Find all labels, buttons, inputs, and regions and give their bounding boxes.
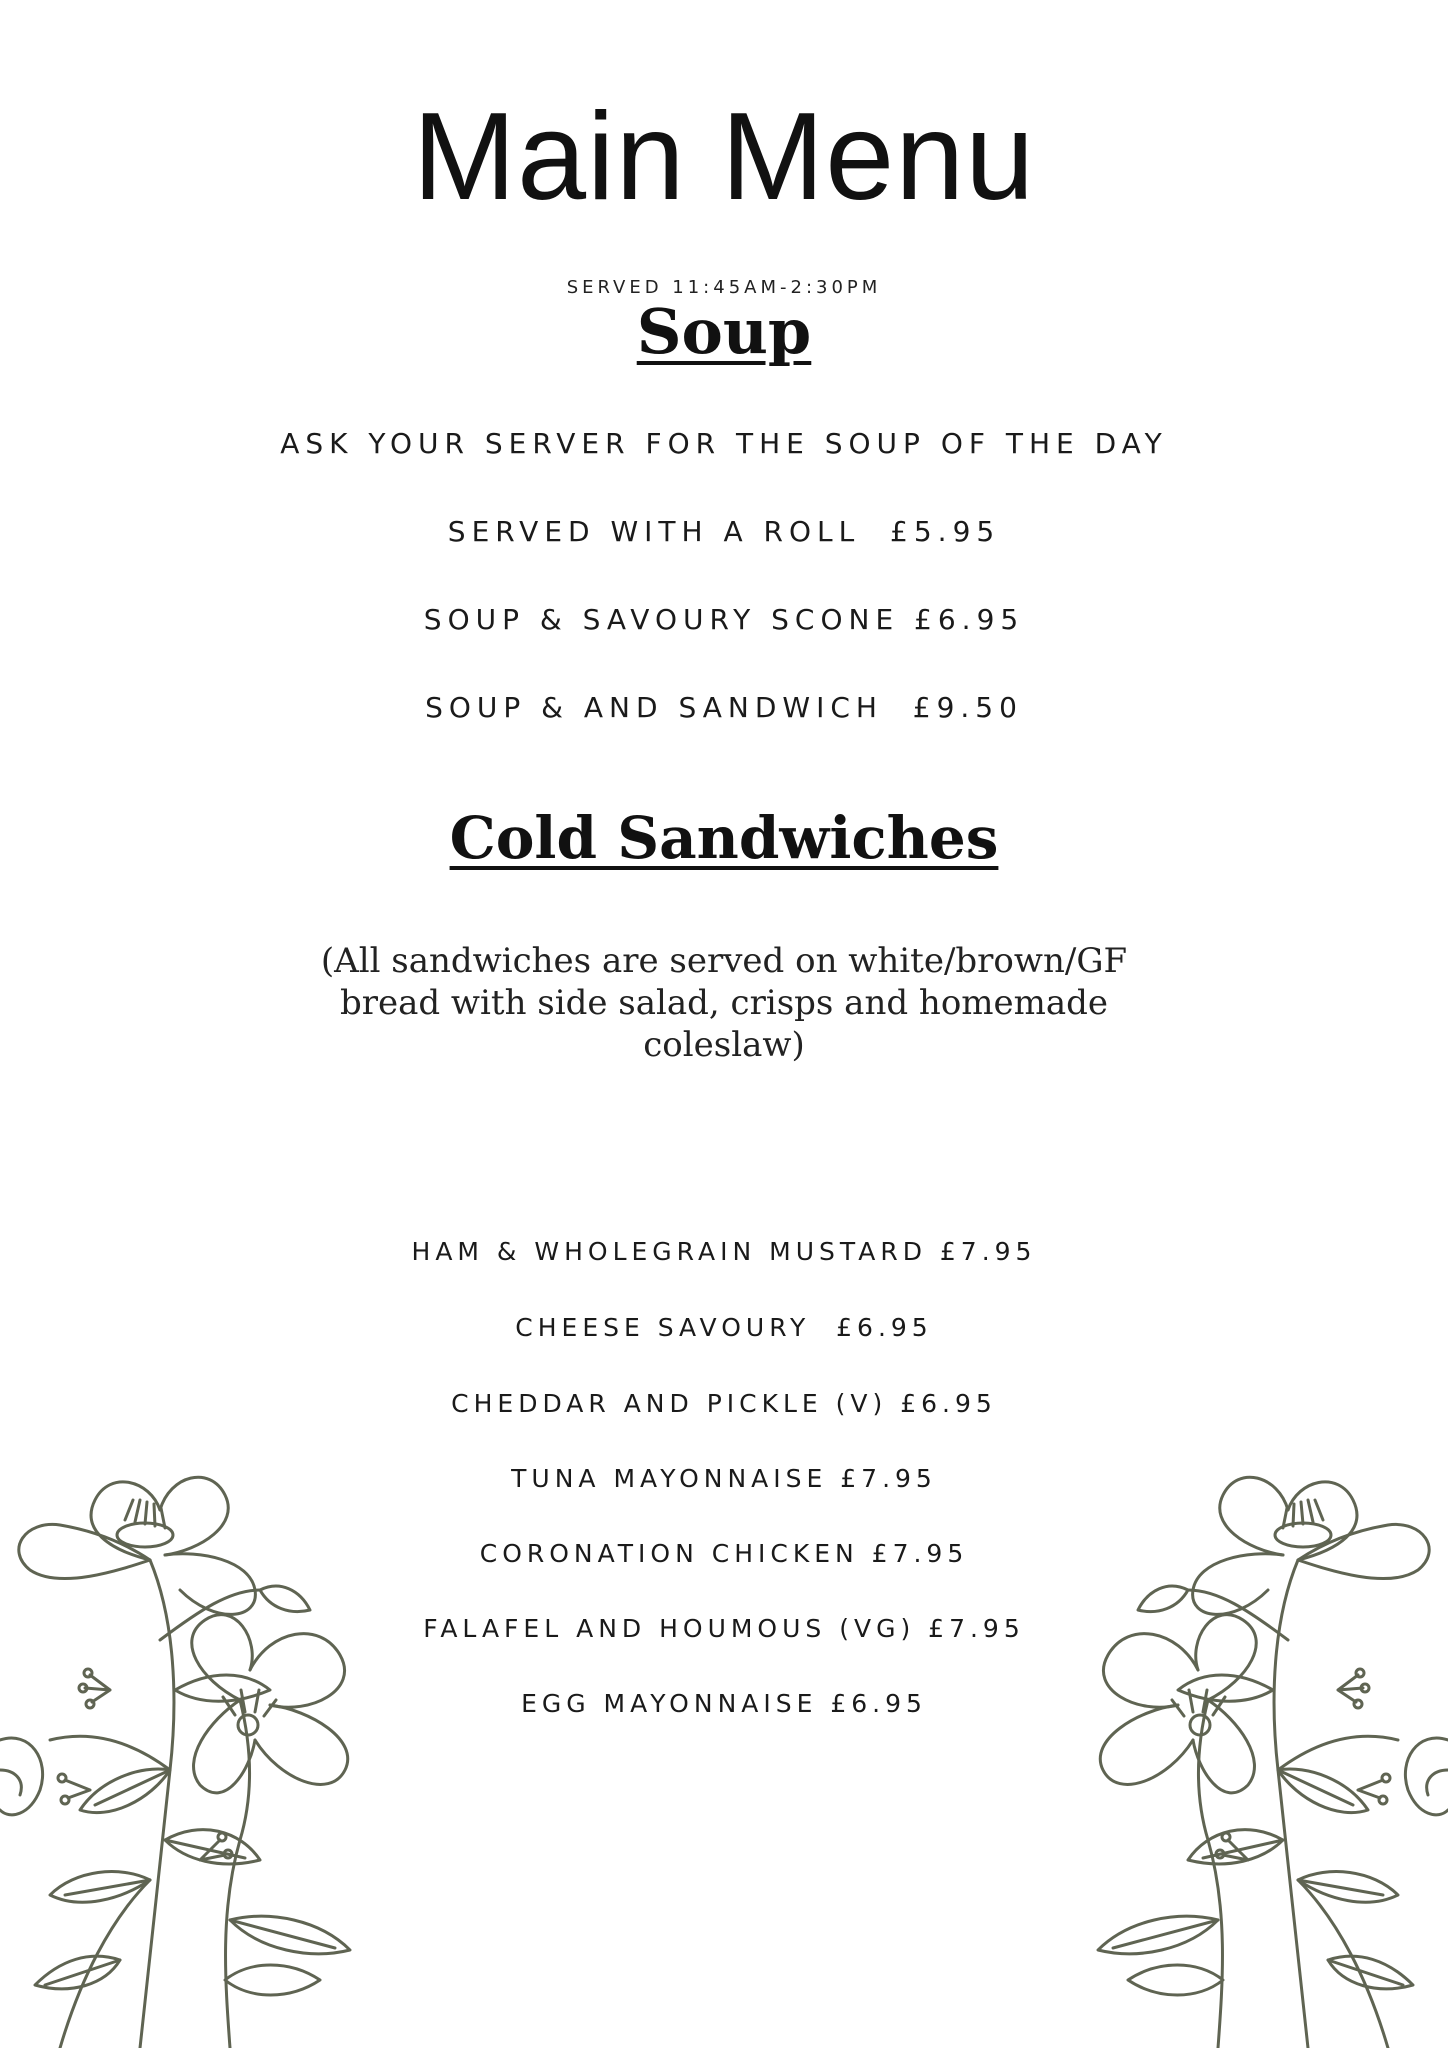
sandwich-item: HAM & WHOLEGRAIN MUSTARD £7.95	[411, 1237, 1037, 1266]
soup-line: ASK YOUR SERVER FOR THE SOUP OF THE DAY	[280, 427, 1168, 460]
soup-heading-text: Soup	[636, 295, 812, 368]
floral-illustration-icon	[978, 1440, 1448, 2048]
soup-line: SOUP & SAVOURY SCONE £6.95	[423, 603, 1025, 636]
sandwich-note: (All sandwiches are served on white/brown/GF bread with side salad, crisps and homemade coleslaw)	[320, 941, 1128, 1065]
sandwich-item: CHEDDAR AND PICKLE (V) £6.95	[451, 1389, 997, 1418]
cold-sandwiches-heading-text: Cold Sandwiches	[449, 804, 999, 872]
served-hours: SERVED 11:45AM-2:30PM	[566, 277, 882, 298]
sandwich-item: FALAFEL AND HOUMOUS (VG) £7.95	[423, 1614, 1025, 1643]
floral-illustration-icon	[0, 1440, 470, 2048]
sandwich-item: CORONATION CHICKEN £7.95	[479, 1539, 969, 1568]
sandwich-item: EGG MAYONNAISE £6.95	[521, 1689, 927, 1718]
sandwich-item: CHEESE SAVOURY £6.95	[515, 1313, 933, 1342]
soup-line: SOUP & AND SANDWICH £9.50	[425, 691, 1023, 724]
sandwich-item: TUNA MAYONNAISE £7.95	[511, 1464, 937, 1493]
soup-line: SERVED WITH A ROLL £5.95	[447, 515, 1001, 548]
page-title: Main Menu	[412, 88, 1036, 226]
cold-sandwiches-heading	[0, 798, 1448, 878]
soup-heading	[0, 292, 1448, 372]
